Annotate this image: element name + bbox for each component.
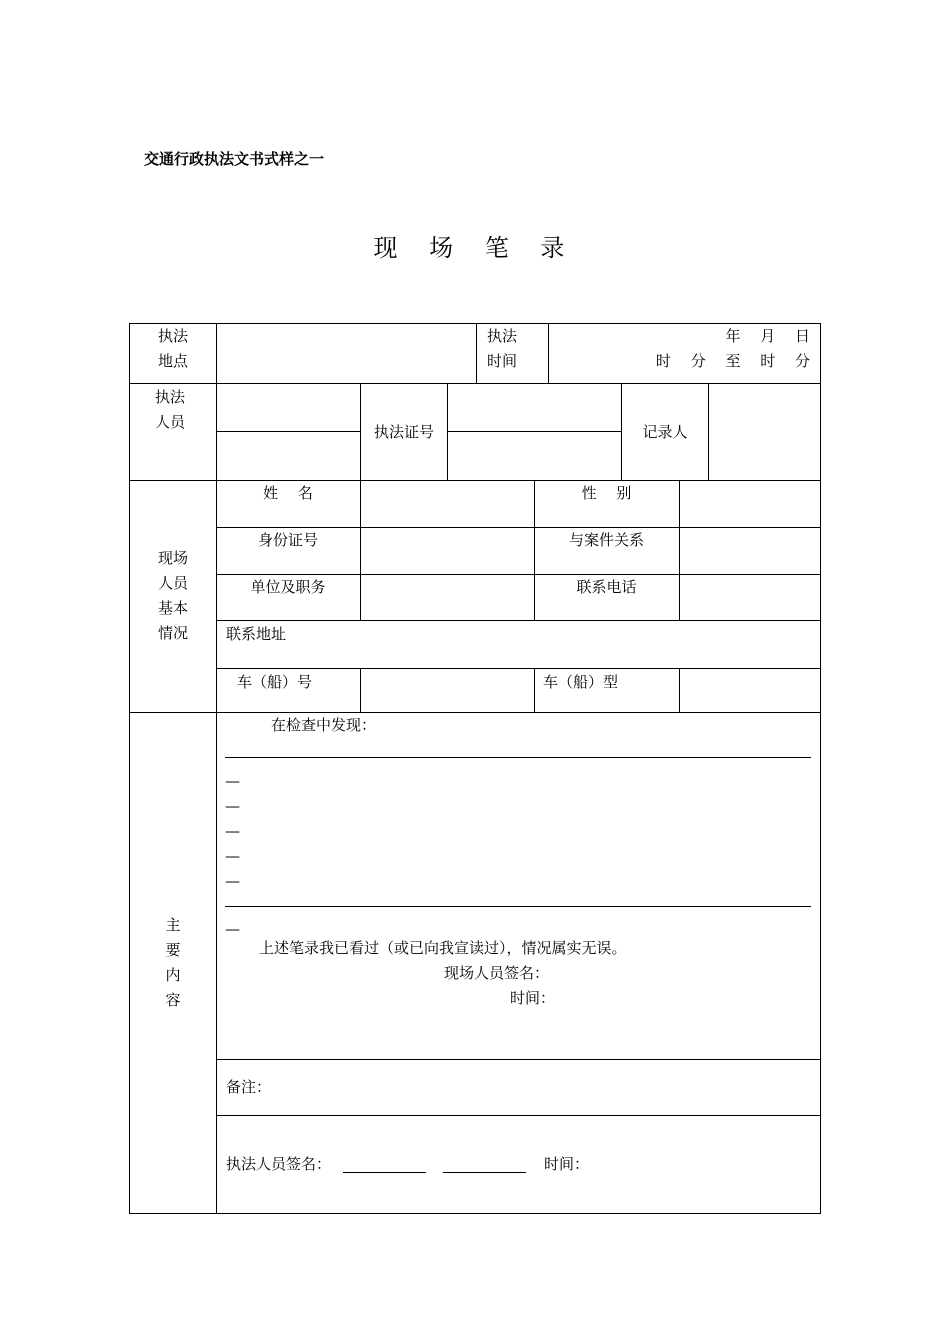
address-field[interactable] — [300, 621, 820, 668]
dash-mark: — — [225, 847, 240, 865]
enforcement-place-field[interactable] — [217, 324, 476, 383]
id-number-field[interactable] — [361, 528, 534, 574]
date-line: 年 月 日 — [725, 327, 810, 345]
onsite-person-signature-field[interactable] — [552, 962, 732, 984]
name-field[interactable] — [361, 481, 534, 527]
address-label: 联系地址 — [226, 625, 287, 643]
case-relation-field[interactable] — [680, 528, 820, 574]
dash-mark: — — [225, 772, 240, 790]
officer-signature-field-2[interactable] — [443, 1152, 526, 1173]
phone-field[interactable] — [680, 575, 820, 620]
vehicle-type-field[interactable] — [680, 669, 820, 712]
time-range-line: 时 分 至 时 分 — [655, 352, 810, 370]
dash-mark: — — [225, 822, 240, 840]
enforcement-time-label: 执法 时间 — [486, 327, 517, 370]
signature-time-field[interactable] — [552, 987, 732, 1009]
officer-name-field-1[interactable] — [217, 384, 360, 431]
signature-time-label: 时间： — [510, 989, 556, 1007]
onsite-person-info-label: 现场 人员 基本 情况 — [157, 549, 188, 642]
dash-mark: — — [225, 920, 240, 938]
certificate-number-field-2[interactable] — [448, 432, 621, 480]
main-content-field[interactable] — [225, 740, 811, 930]
recorder-field[interactable] — [709, 384, 820, 480]
found-during-inspection-text: 在检查中发现： — [271, 716, 377, 734]
vehicle-type-label: 车（船）型 — [543, 673, 619, 691]
name-label: 姓 名 — [263, 484, 313, 502]
dash-mark: — — [225, 797, 240, 815]
enforcement-time-field[interactable] — [549, 324, 820, 383]
unit-position-field[interactable] — [361, 575, 534, 620]
remarks-field[interactable] — [272, 1062, 818, 1112]
remarks-label: 备注： — [226, 1078, 272, 1096]
officer-signature-time-label: 时间： — [544, 1155, 590, 1173]
case-relation-label: 与案件关系 — [568, 531, 644, 549]
main-content-label: 主 要 内 容 — [165, 916, 181, 1009]
id-number-label: 身份证号 — [257, 531, 318, 549]
recorder-label: 记录人 — [642, 423, 688, 441]
onsite-person-signature-label: 现场人员签名： — [444, 964, 550, 982]
officer-name-field-2[interactable] — [217, 432, 360, 480]
officer-signature-time-field[interactable] — [590, 1152, 770, 1174]
officer-signature-field-1[interactable] — [343, 1152, 426, 1173]
confirmation-statement: 上述笔录我已看过（或已向我宣读过），情况属实无误。 — [259, 939, 627, 957]
certificate-number-field-1[interactable] — [448, 384, 621, 431]
certificate-number-label: 执法证号 — [373, 423, 434, 441]
officers-label: 执法 人员 — [154, 388, 185, 431]
enforcement-place-label: 执法 地点 — [157, 327, 188, 370]
page-title: 现 场 笔 录 — [373, 234, 577, 262]
unit-position-label: 单位及职务 — [250, 578, 326, 596]
vehicle-number-field[interactable] — [361, 669, 534, 712]
vehicle-number-label: 车（船）号 — [237, 673, 313, 691]
gender-label: 性 别 — [581, 484, 632, 502]
document-series-label: 交通行政执法文书式样之一 — [144, 150, 325, 168]
phone-label: 联系电话 — [576, 578, 637, 596]
officer-signature-label: 执法人员签名： — [226, 1155, 332, 1173]
dash-mark: — — [225, 872, 240, 890]
gender-field[interactable] — [680, 481, 820, 527]
